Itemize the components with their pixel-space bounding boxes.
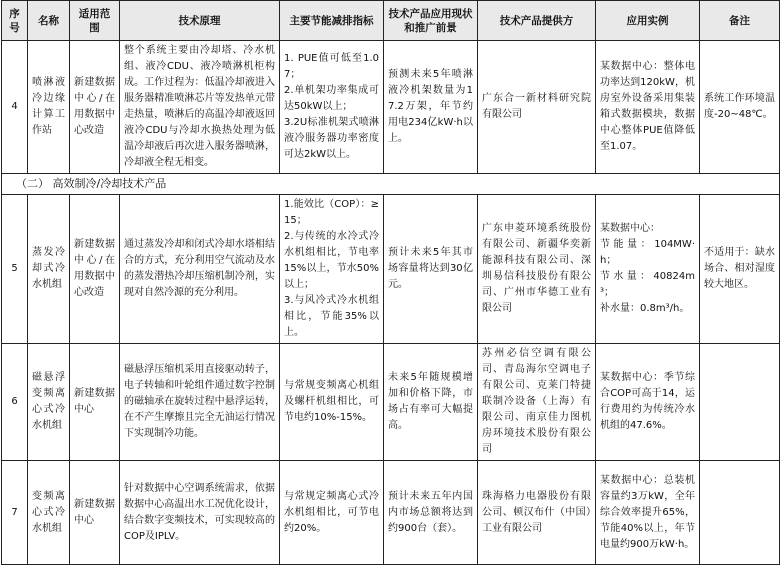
header-name: 名称: [28, 1, 70, 41]
header-scope: 适用范围: [70, 1, 120, 41]
row-no: 6: [2, 344, 28, 461]
row-principle: 通过蒸发冷却和闭式冷却水塔相结合的方式，充分利用空气流动及水的蒸发潜热冷却压缩机制冷剂，实现对自然冷源的充分利用。: [120, 195, 280, 344]
indicator-line: 2.单机架功率集成可达50kW以上；: [284, 85, 379, 112]
row-provider: 苏州必信空调有限公司、青岛海尔空调电子有限公司、克莱门特捷联制冷设备（上海）有限公司、南京佳力图机房环境技术股份有限公司: [478, 344, 596, 461]
technology-table: [1, 0, 780, 565]
row-principle: 针对数据中心空调系统需求，依据数据中心高温出水工况优化设计，结合数字变频技术，可实现较高的COP及IPLV。: [120, 461, 280, 565]
row-example: 某数据中心：整体电功率达到120kW，机房室外设备采用集装箱式数据模块，数据中心整体PUE值降低至1.07。: [596, 41, 700, 174]
row-name: 变频离心式冷水机组: [28, 461, 70, 565]
table-row: [2, 344, 780, 461]
row-no: 4: [2, 41, 28, 174]
row-indicators: 与常规变频离心机组及螺杆机组相比，可节电约10%-15%。: [280, 344, 384, 461]
header-indicators: 主要节能减排指标: [280, 1, 384, 41]
header-row: [2, 1, 780, 41]
indicator-line: 1.能效比（COP）：≥15；: [284, 199, 379, 226]
row-indicators: [280, 195, 384, 344]
table-row: [2, 461, 780, 565]
table-row: [2, 41, 780, 174]
row-prospect: 未来5年随规模增加和价格下降，市场占有率可大幅提高。: [384, 344, 478, 461]
section-title: （二） 高效制冷/冷却技术产品: [2, 174, 780, 195]
row-remark: [700, 344, 780, 461]
row-prospect: 预测未来5年喷淋液冷机架数量为17.2万架，年节约用电234亿kW·h以上。: [384, 41, 478, 174]
header-remark: 备注: [700, 1, 780, 41]
row-prospect: 预计未来5年其市场容量将达到30亿元。: [384, 195, 478, 344]
row-name: 喷淋液冷边缘计算工作站: [28, 41, 70, 174]
row-scope: 新建数据中心: [70, 461, 120, 565]
header-prospect: 技术产品应用现状和推广前景: [384, 1, 478, 41]
row-remark: [700, 461, 780, 565]
row-principle: 磁悬浮压缩机采用直接驱动转子，电子转轴和叶轮组件通过数字控制的磁轴承在旋转过程中悬浮运转，在不产生摩擦且完全无油运行情况下实现制冷功能。: [120, 344, 280, 461]
indicator-line: 1. PUE值可低至1.07；: [284, 53, 379, 80]
row-provider: 广东合一新材料研究院有限公司: [478, 41, 596, 174]
header-principle: 技术原理: [120, 1, 280, 41]
row-name: 蒸发冷却式冷水机组: [28, 195, 70, 344]
row-name: 磁悬浮变频离心式冷水机组: [28, 344, 70, 461]
row-scope: 新建数据中心: [70, 344, 120, 461]
row-scope: 新建数据中心/在用数据中心改造: [70, 41, 120, 174]
section-row: [2, 174, 780, 195]
row-remark: 不适用于：缺水场合、相对湿度较大地区。: [700, 195, 780, 344]
row-provider: 广东申菱环境系统股份有限公司、新疆华奕新能源科技有限公司、深圳易信科技股份有限公司、广州市华德工业有限公司: [478, 195, 596, 344]
row-scope: 新建数据中心/在用数据中心改造: [70, 195, 120, 344]
table-row: [2, 195, 780, 344]
indicator-line: 3.与风冷式冷水机组相比，节能35%以上。: [284, 295, 379, 338]
row-prospect: 预计未来五年内国内市场总额将达到约900台（套）。: [384, 461, 478, 565]
row-indicators: 与常规定频离心式冷水机组相比，可节电约20%。: [280, 461, 384, 565]
example-line: 某数据中心：: [600, 223, 660, 234]
row-example: [596, 195, 700, 344]
indicator-line: 2.与传统的水冷式冷水机组相比，节电率15%以上，节水50%以上；: [284, 231, 379, 290]
example-line: 节水量：40824m³；: [600, 271, 695, 298]
row-no: 7: [2, 461, 28, 565]
row-principle: 整个系统主要由冷却塔、冷水机组、液冷CDU、液冷喷淋机柜构成。工作过程为：低温冷却液进入服务器精准喷淋芯片等发热单元带走热量，喷淋后的高温冷却液返回液冷CDU与冷却水换热处理为低温冷却液后再次进入服务器喷淋，冷却液全程无相变。: [120, 41, 280, 174]
row-example: 某数据中心：总装机容量约3万kW，全年综合效率提升65%，节能40%以上，年节电量约900万kW·h。: [596, 461, 700, 565]
example-line: 节能量：104MW·h；: [600, 239, 695, 266]
row-example: 某数据中心：季节综合COP可高于14，运行费用约为传统冷水机组的47.6%。: [596, 344, 700, 461]
header-no: 序号: [2, 1, 28, 41]
indicator-line: 3.2U标准机架式喷淋液冷服务器功率密度可达2kW以上。: [284, 117, 379, 160]
row-no: 5: [2, 195, 28, 344]
header-example: 应用实例: [596, 1, 700, 41]
row-remark: 系统工作环境温度-20~48℃。: [700, 41, 780, 174]
row-provider: 珠海格力电器股份有限公司、顿汉布什（中国）工业有限公司: [478, 461, 596, 565]
header-provider: 技术产品提供方: [478, 1, 596, 41]
example-line: 补水量：0.8m³/h。: [600, 303, 690, 314]
row-indicators: [280, 41, 384, 174]
